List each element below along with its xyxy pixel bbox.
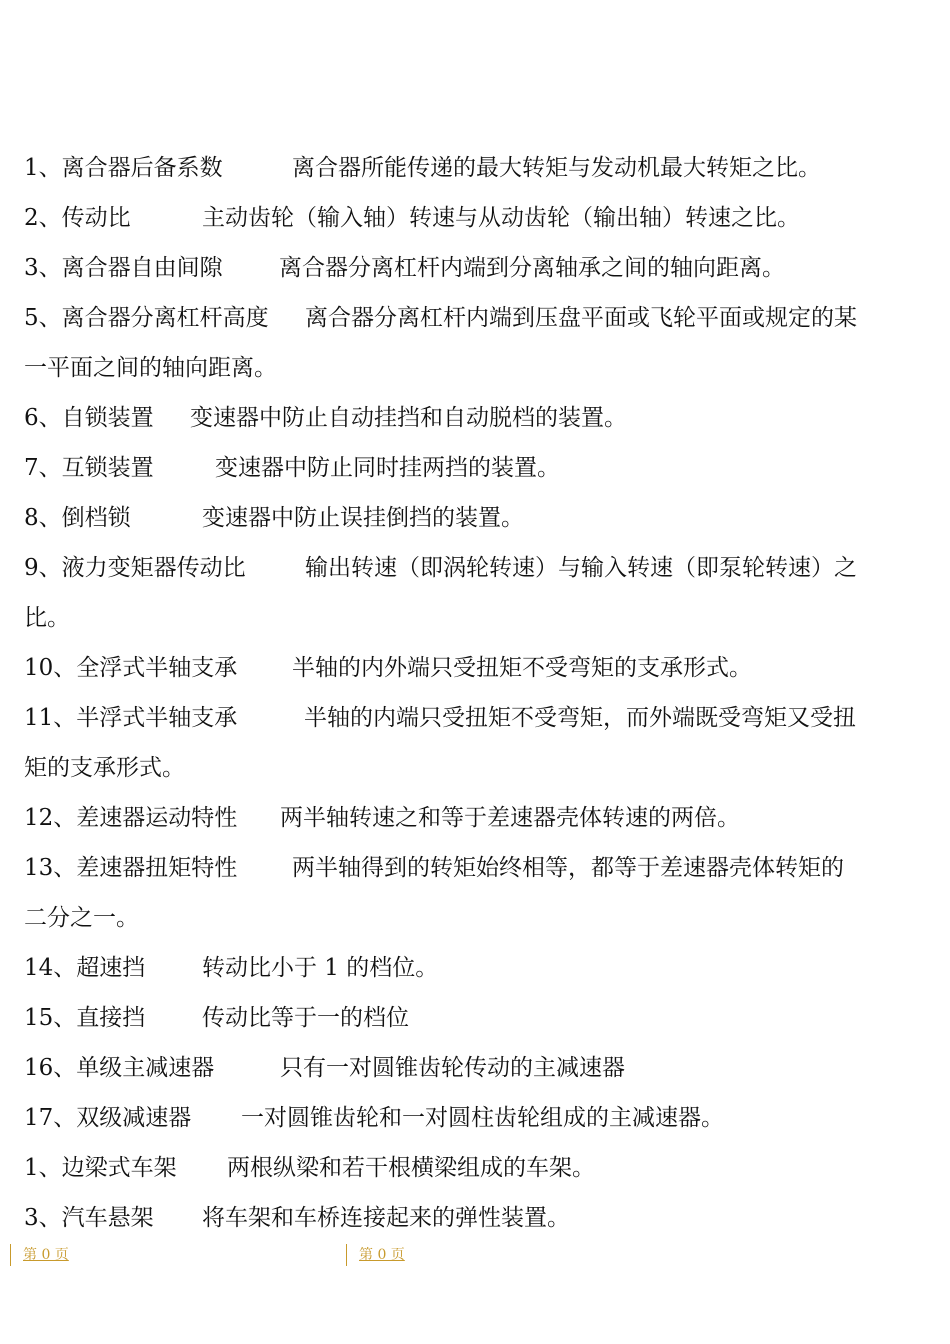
entry-continuation: 一平面之间的轴向距离。 [24,355,277,381]
glossary-entry [24,1143,920,1193]
page-number-right: 第 0 页 [346,1244,405,1266]
entry-definition: 主动齿轮（输入轴）转速与从动齿轮（输出轴）转速之比。 [202,205,800,231]
entry-term: 7、互锁装置 [24,455,154,481]
entry-definition: 离合器分离杠杆内端到分离轴承之间的轴向距离。 [279,255,785,281]
entry-term: 1、离合器后备系数 [24,155,223,181]
glossary-entry [24,493,920,543]
glossary-entry [24,693,920,743]
entry-term: 11、半浮式半轴支承 [24,705,238,731]
entry-term: 5、离合器分离杠杆高度 [24,305,269,331]
entry-definition: 变速器中防止误挂倒挡的装置。 [202,505,524,531]
glossary-entry [24,793,920,843]
entry-definition: 离合器所能传递的最大转矩与发动机最大转矩之比。 [292,155,821,181]
glossary-entry [24,1093,920,1143]
entry-term: 10、全浮式半轴支承 [24,655,238,681]
glossary-entry [24,1043,920,1093]
entry-term: 14、超速挡 [24,955,146,981]
entry-term: 12、差速器运动特性 [24,805,238,831]
entry-term: 9、液力变矩器传动比 [24,555,246,581]
glossary-entry [24,193,920,243]
entry-definition: 两半轴得到的转矩始终相等，都等于差速器壳体转矩的 [292,855,844,881]
glossary-entry [24,843,920,893]
glossary-entry [24,1193,920,1243]
entry-term: 17、双级减速器 [24,1105,192,1131]
entry-definition: 转动比小于 1 的档位。 [202,955,439,981]
glossary-entry [24,293,920,343]
entry-definition: 将车架和车桥连接起来的弹性装置。 [202,1205,570,1231]
entry-term: 8、倒档锁 [24,505,131,531]
glossary-entry [24,643,920,693]
entry-definition: 输出转速（即涡轮转速）与输入转速（即泵轮转速）之 [305,555,857,581]
glossary-entry [24,943,920,993]
entry-term: 3、汽车悬架 [24,1205,154,1231]
entry-definition: 两半轴转速之和等于差速器壳体转速的两倍。 [280,805,740,831]
glossary-entry [24,393,920,443]
entry-continuation: 二分之一。 [24,905,139,931]
entry-definition: 变速器中防止同时挂两挡的装置。 [215,455,560,481]
entry-term: 3、离合器自由间隙 [24,255,223,281]
entry-term: 1、边梁式车架 [24,1155,177,1181]
entry-definition: 两根纵梁和若干根横梁组成的车架。 [227,1155,595,1181]
glossary-entry [24,143,920,193]
entry-term: 2、传动比 [24,205,131,231]
glossary-entry [24,993,920,1043]
glossary-entry [24,243,920,293]
entry-term: 16、单级主减速器 [24,1055,215,1081]
entry-definition: 变速器中防止自动挂挡和自动脱档的装置。 [190,405,627,431]
entry-continuation: 比。 [24,605,70,631]
entry-definition: 半轴的内端只受扭矩不受弯矩，而外端既受弯矩又受扭 [304,705,856,731]
entry-term: 13、差速器扭矩特性 [24,855,238,881]
entry-definition: 只有一对圆锥齿轮传动的主减速器 [280,1055,625,1081]
glossary-entry [24,543,920,593]
glossary-entry [24,443,920,493]
entry-continuation: 矩的支承形式。 [24,755,185,781]
entry-definition: 一对圆锥齿轮和一对圆柱齿轮组成的主减速器。 [241,1105,724,1131]
entry-term: 15、直接挡 [24,1005,146,1031]
page-number-left: 第 0 页 [10,1244,69,1266]
entry-definition: 传动比等于一的档位 [202,1005,409,1031]
entry-definition: 离合器分离杠杆内端到压盘平面或飞轮平面或规定的某 [305,305,857,331]
entry-term: 6、自锁装置 [24,405,154,431]
glossary-list [24,143,920,1243]
entry-definition: 半轴的内外端只受扭矩不受弯矩的支承形式。 [292,655,752,681]
